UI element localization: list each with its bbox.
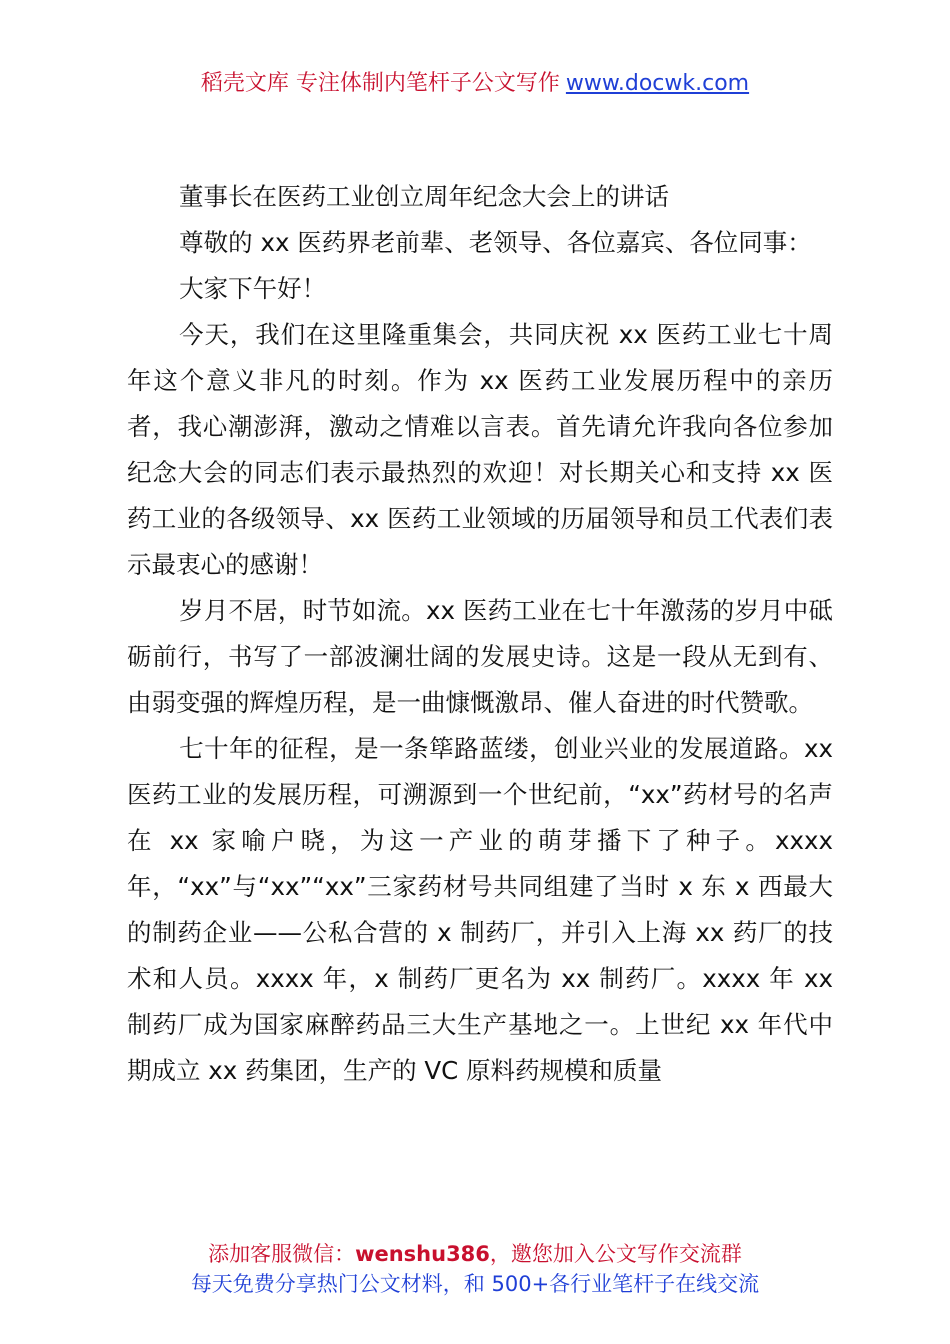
greeting-paragraph: 大家下午好！ <box>179 274 327 303</box>
body-paragraph: 岁月不居，时节如流。xx 医药工业在七十年激荡的岁月中砥砺前行，书写了一部波澜壮阔的发展史诗。这是一段从无到有、由弱变强的辉煌历程，是一曲慷慨激昂、催人奋进的时代赞歌。 <box>127 596 833 717</box>
page-header <box>0 68 950 100</box>
footer-wechat-suffix: ，邀您加入公文写作交流群 <box>489 1242 742 1266</box>
header-website-link[interactable]: www.docwk.com <box>565 71 750 96</box>
salutation-paragraph: 尊敬的 xx 医药界老前辈、老领导、各位嘉宾、各位同事： <box>179 228 812 257</box>
body-paragraph: 七十年的征程，是一条筚路蓝缕，创业兴业的发展道路。xx 医药工业的发展历程，可溯源到一个世纪前，“xx”药材号的名声在 xx 家喻户晓，为这一产业的萌芽播下了种子。xxxx 年，“xx”与“xx”“xx”三家药材号共同组建了当时 x 东 x 西最大的制药企业——公私合营的 x 制药厂，并引入上海 xx 药厂的技术和人员。xxxx 年，x 制药厂更名为 xx 制药厂。xxxx 年 xx 制药厂成为国家麻醉药品三大生产基地之一。上世纪 xx 年代中期成立 xx 药集团，生产的 VC 原料药规模和质量 <box>127 734 833 1085</box>
footer-wechat-prefix: 添加客服微信： <box>208 1242 356 1266</box>
footer-line-1 <box>0 1239 950 1269</box>
header-brand-text: 稻壳文库 专注体制内笔杆子公文写作 <box>200 71 560 96</box>
body-paragraph: 今天，我们在这里隆重集会，共同庆祝 xx 医药工业七十周年这个意义非凡的时刻。作为 xx 医药工业发展历程中的亲历者，我心潮澎湃，激动之情难以言表。首先请允许我向各位参加纪念大会的同志们表示最热烈的欢迎！对长期关心和支持 xx 医药工业的各级领导、xx 医药工业领域的历届领导和员工代表们表示最衷心的感谢！ <box>127 320 833 579</box>
document-title: 董事长在医药工业创立周年纪念大会上的讲话 <box>179 182 669 211</box>
document-body <box>127 174 833 1094</box>
footer-line-2: 每天免费分享热门公文材料，和 500+各行业笔杆子在线交流 <box>190 1272 760 1296</box>
footer-wechat-id: wenshu386 <box>355 1242 490 1266</box>
page-footer <box>0 1239 950 1299</box>
